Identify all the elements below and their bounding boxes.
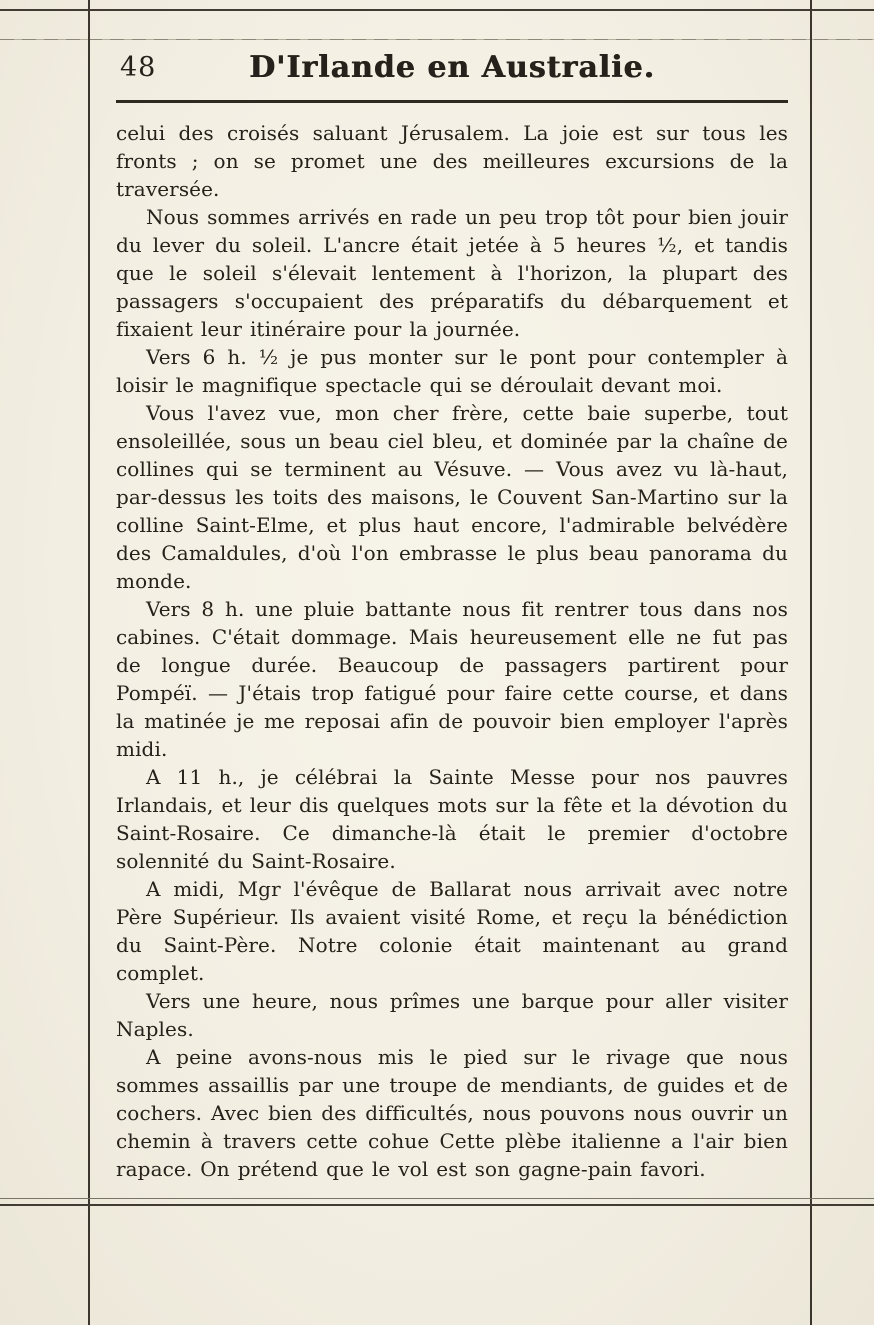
- paragraph: A 11 h., je célébrai la Sainte Messe pour nos pauvres Irlandais, et leur dis quelques mots sur la fête et la dévotion du Saint-Rosaire. Ce dimanche-là était le premier d'octobre solennité du Saint-Rosaire.: [116, 765, 788, 873]
- header-rule: [116, 100, 788, 103]
- page-edge-bottom-line: [0, 1204, 874, 1206]
- page-body: [116, 119, 788, 1183]
- running-header: [116, 50, 788, 96]
- page-edge-right-line: [810, 0, 812, 1325]
- page-edge-top-line: [0, 9, 874, 11]
- paragraph: Vous l'avez vue, mon cher frère, cette baie superbe, tout ensoleillée, sous un beau ciel bleu, et dominée par la chaîne de collines qui se terminent au Vésuve. — Vous avez vu là-haut, par-dessus les toits des maisons, le Couvent San-Martino sur la colline Saint-Elme, et plus haut encore, l'admirable belvédère des Camaldules, d'où l'on embrasse le plus beau panorama du monde.: [116, 401, 788, 593]
- paragraph: celui des croisés saluant Jérusalem. La joie est sur tous les fronts ; on se promet une des meilleures excursions de la traversée.: [116, 121, 788, 201]
- paragraph: A peine avons-nous mis le pied sur le rivage que nous sommes assaillis par une troupe de mendiants, de guides et de cochers. Avec bien des difficultés, nous pouvons nous ouvrir un chemin à travers cette cohue Cette plèbe italienne a l'air bien rapace. On prétend que le vol est son gagne-pain favori.: [116, 1045, 788, 1181]
- page-title: D'Irlande en Australie.: [249, 50, 655, 85]
- page-edge-top-second-line: [0, 39, 874, 40]
- page-content: [116, 50, 788, 1183]
- page-edge-left-line: [88, 0, 90, 1325]
- page-edge-bottom-thin-line: [0, 1198, 874, 1199]
- paragraph: Vers 6 h. ½ je pus monter sur le pont pour contempler à loisir le magnifique spectacle qui se déroulait devant moi.: [116, 345, 788, 397]
- page-number: 48: [120, 52, 157, 83]
- paragraph: Vers 8 h. une pluie battante nous fit rentrer tous dans nos cabines. C'était dommage. Mais heureusement elle ne fut pas de longue durée. Beaucoup de passagers partirent pour Pompéï. — J'étais trop fatigué pour faire cette course, et dans la matinée je me reposai afin de pouvoir bien employer l'après midi.: [116, 597, 788, 761]
- paragraph: Nous sommes arrivés en rade un peu trop tôt pour bien jouir du lever du soleil. L'ancre était jetée à 5 heures ½, et tandis que le soleil s'élevait lentement à l'horizon, la plupart des passagers s'occupaient des préparatifs du débarquement et fixaient leur itinéraire pour la journée.: [116, 205, 788, 341]
- paragraph: A midi, Mgr l'évêque de Ballarat nous arrivait avec notre Père Supérieur. Ils avaient visité Rome, et reçu la bénédiction du Saint-Père. Notre colonie était maintenant au grand complet.: [116, 877, 788, 985]
- paragraph: Vers une heure, nous prîmes une barque pour aller visiter Naples.: [116, 989, 788, 1041]
